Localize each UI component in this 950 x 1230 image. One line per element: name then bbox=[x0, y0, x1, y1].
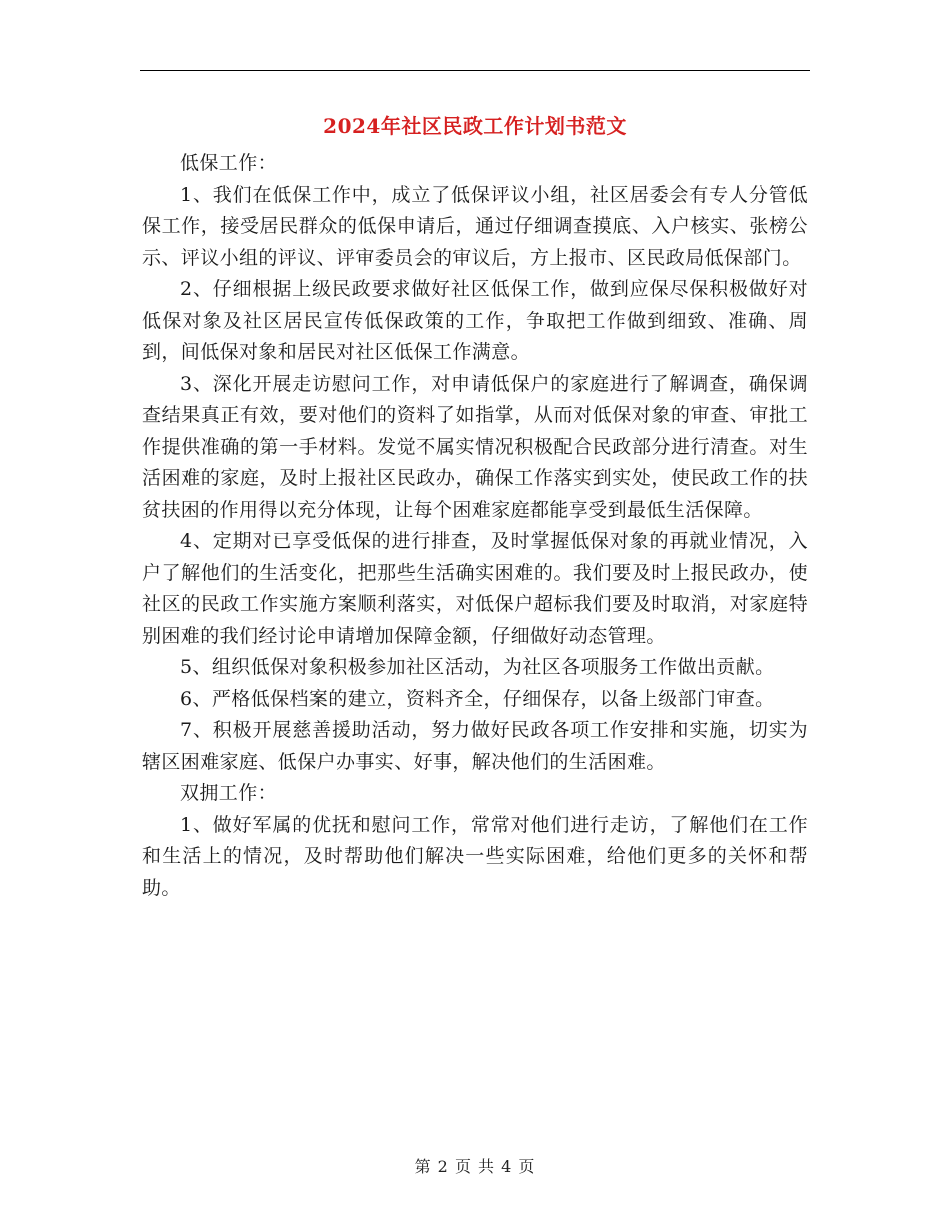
paragraph-heading-dibao: 低保工作： bbox=[180, 152, 278, 174]
paragraph-heading-shuangyong: 双拥工作： bbox=[180, 782, 278, 804]
page-number-label: 第 2 页 共 4 页 bbox=[414, 1157, 536, 1176]
paragraph-item-2: 2、仔细根据上级民政要求做好社区低保工作，做到应保尽保积极做好对低保对象及社区居民宣传低保政策的工作，争取把工作做到细致、准确、周到，间低保对象和居民对社区低保工作满意。 bbox=[142, 278, 808, 363]
paragraph-item-7: 7、积极开展慈善援助活动，努力做好民政各项工作安排和实施，切实为辖区困难家庭、低保户办事实、好事，解决他们的生活困难。 bbox=[142, 719, 808, 773]
document-title: 2024年社区民政工作计划书范文 bbox=[323, 114, 627, 138]
paragraph-item-3: 3、深化开展走访慰问工作，对申请低保户的家庭进行了解调查，确保调查结果真正有效，要对他们的资料了如指掌，从而对低保对象的审查、审批工作提供准确的第一手材料。发觉不属实情况积极配合民政部分进行清查。对生活困难的家庭，及时上报社区民政办，确保工作落实到实处，使民政工作的扶贫扶困的作用得以充分体现，让每个困难家庭都能享受到最低生活保障。 bbox=[142, 372, 808, 521]
paragraph-item-4: 4、定期对已享受低保的进行排查，及时掌握低保对象的再就业情况，入户了解他们的生活变化，把那些生活确实困难的。我们要及时上报民政办，使社区的民政工作实施方案顺利落实，对低保户超标我们要及时取消，对家庭特别困难的我们经讨论申请增加保障金额，仔细做好动态管理。 bbox=[142, 530, 808, 647]
paragraph-item-5: 5、组织低保对象积极参加社区活动，为社区各项服务工作做出贡献。 bbox=[180, 656, 775, 678]
page-footer bbox=[0, 1154, 950, 1177]
document-body bbox=[142, 148, 808, 904]
header-rule bbox=[140, 70, 810, 71]
paragraph-item-6: 6、严格低保档案的建立，资料齐全，仔细保存，以备上级部门审查。 bbox=[180, 687, 775, 710]
paragraph-shuangyong-item-1: 1、做好军属的优抚和慰问工作，常常对他们进行走访，了解他们在工作和生活上的情况，及时帮助他们解决一些实际困难，给他们更多的关怀和帮助。 bbox=[142, 813, 808, 899]
paragraph-item-1: 1、我们在低保工作中，成立了低保评议小组，社区居委会有专人分管低保工作，接受居民群众的低保申请后，通过仔细调查摸底、入户核实、张榜公示、评议小组的评议、评审委员会的审议后，方上报市、区民政局低保部门。 bbox=[142, 183, 808, 269]
